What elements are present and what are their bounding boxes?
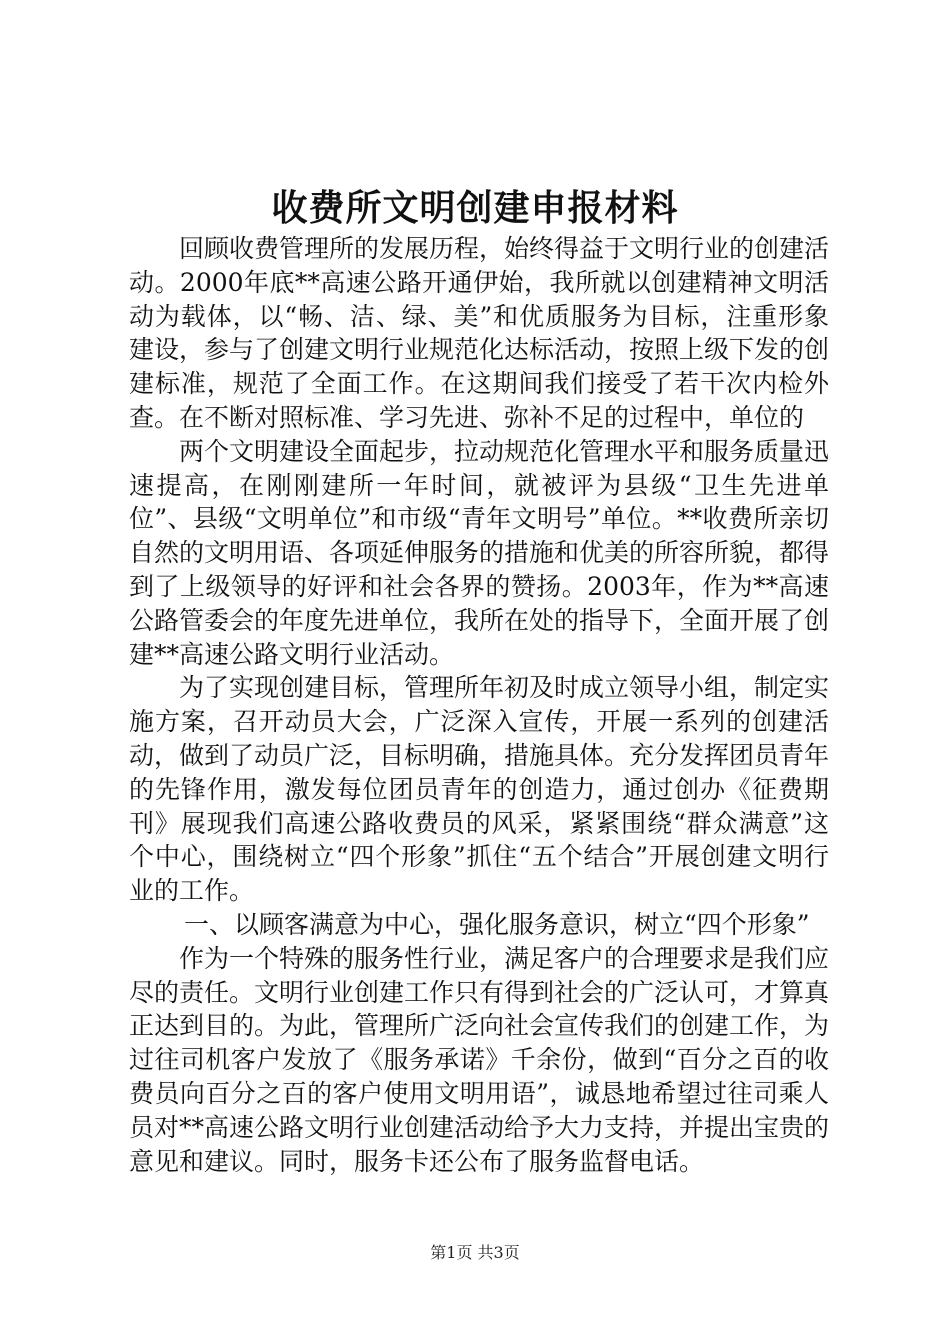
paragraph: 作为一个特殊的服务性行业，满足客户的合理要求是我们应尽的责任。文明行业创建工作只有得到社会的广泛认可，才算真正达到目的。为此，管理所广泛向社会宣传我们的创建工作，为过往司机客户发放了《服务承诺》千余份，做到“百分之百的收费员向百分之百的客户使用文明用语”，诚恳地希望过往司乘人员对**高速公路文明行业创建活动给予大力支持，并提出宝贵的意见和建议。同时，服务卡还公布了服务监督电话。 [129,943,830,1176]
paragraph: 两个文明建设全面起步，拉动规范化管理水平和服务质量迅速提高，在刚刚建所一年时间，就被评为县级“卫生先进单位”、县级“文明单位”和市级“青年文明号”单位。**收费所亲切自然的文明用语、各项延伸服务的措施和优美的所容所貌，都得到了上级领导的好评和社会各界的赞扬。2003年，作为**高速公路管委会的年度先进单位，我所在处的指导下，全面开展了创建**高速公路文明行业活动。 [129,436,830,669]
paragraph: 为了实现创建目标，管理所年初及时成立领导小组，制定实施方案，召开动员大会，广泛深入宣传，开展一系列的创建活动，做到了动员广泛，目标明确，措施具体。充分发挥团员青年的先锋作用，激发每位团员青年的创造力，通过创办《征费期刊》展现我们高速公路收费员的风采，紧紧围绕“群众满意”这个中心，围绕树立“四个形象”抓住“五个结合”开展创建文明行业的工作。 [129,673,830,906]
document-body [129,232,829,1178]
page-footer: 第1页 共3页 [430,1243,520,1262]
paragraph: 回顾收费管理所的发展历程，始终得益于文明行业的创建活动。2000年底**高速公路开通伊始，我所就以创建精神文明活动为载体，以“畅、洁、绿、美”和优质服务为目标，注重形象建设，参与了创建文明行业规范化达标活动，按照上级下发的创建标准，规范了全面工作。在这期间我们接受了若干次内检外查。在不断对照标准、学习先进、弥补不足的过程中，单位的 [129,234,830,432]
section-heading: 一、以顾客满意为中心，强化服务意识，树立“四个形象” [184,909,810,939]
document-title: 收费所文明创建申报材料 [271,187,679,229]
